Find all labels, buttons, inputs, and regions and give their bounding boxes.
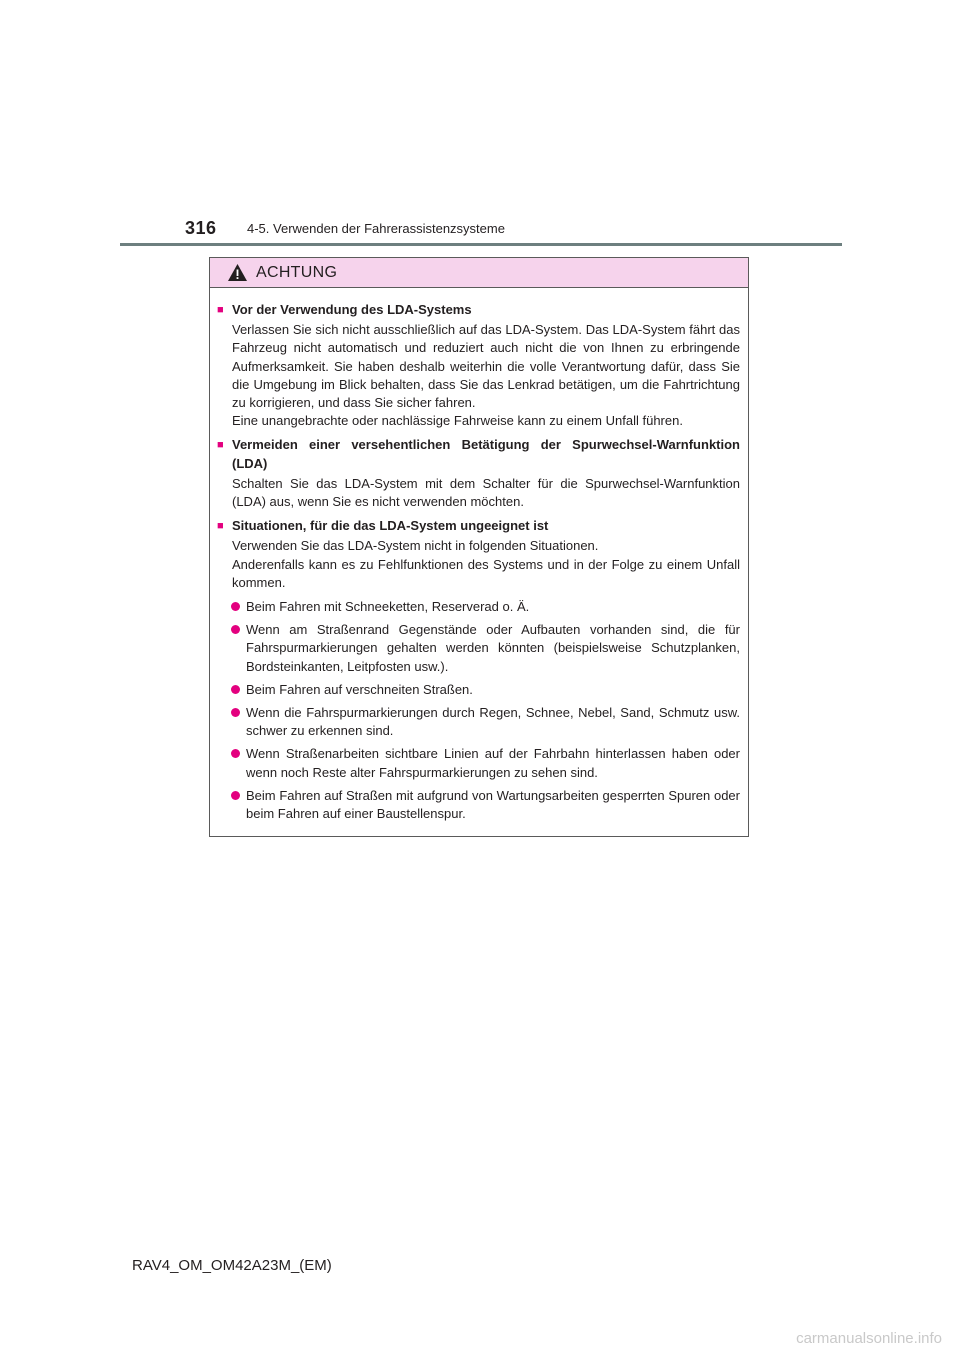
bullet-text: Wenn die Fahrspurmarkierungen durch Regen, Schnee, Nebel, Sand, Schmutz usw. schwer zu erkennen sind. — [246, 705, 740, 739]
caution-title: ACHTUNG — [256, 263, 338, 281]
round-bullet-icon — [231, 749, 240, 758]
watermark[interactable]: carmanualsonline.info — [796, 1330, 942, 1347]
bullet-text: Wenn am Straßenrand Gegenstände oder Aufbauten vorhanden sind, die für Fahrspurmarkierungen gehalten werden könnten (beispielsweise Schutzplanken, Bordsteinkanten, Leitpfosten usw.). — [246, 622, 740, 674]
round-bullet-icon — [231, 791, 240, 800]
paragraph: Anderenfalls kann es zu Fehlfunktionen des Systems und in der Folge zu einem Unfall kommen. — [232, 556, 740, 590]
round-bullet-icon — [231, 685, 240, 694]
square-bullet-icon: ■ — [217, 304, 224, 316]
list-item — [231, 745, 740, 781]
caution-section — [217, 301, 740, 430]
section-heading — [217, 436, 740, 472]
caution-body — [210, 288, 748, 823]
caution-header — [210, 258, 748, 288]
caution-section — [217, 517, 740, 823]
square-bullet-icon: ■ — [217, 520, 224, 533]
bullet-text: Wenn Straßenarbeiten sichtbare Linien auf der Fahrbahn hinterlassen haben oder wenn noch Reste alter Fahrspurmarkierungen zu sehen sind. — [246, 746, 740, 780]
list-item — [231, 681, 740, 699]
paragraph: Eine unangebrachte oder nachlässige Fahrweise kann zu einem Unfall führen. — [232, 413, 683, 429]
paragraph: Verlassen Sie sich nicht ausschließlich auf das LDA-System. Das LDA-System fährt das Fahrzeug nicht automatisch und reduziert auch nicht die von Ihnen zu erbringende Aufmerksamkeit. Sie haben deshalb weiterhin die volle Verantwortung dafür, dass Sie die Umgebung im Blick behalten, dass Sie das Lenkrad betätigen, um die Fahrtrichtung zu korrigieren, und dass Sie sicher fahren. — [232, 322, 740, 411]
bullet-text: Beim Fahren mit Schneeketten, Reserverad o. Ä. — [246, 599, 530, 615]
header-divider — [120, 243, 842, 246]
section-heading-text: Situationen, für die das LDA-System ungeeignet ist — [232, 518, 549, 534]
square-bullet-icon: ■ — [217, 439, 224, 452]
page-number: 316 — [185, 218, 217, 238]
list-item — [231, 598, 740, 616]
section-heading — [217, 301, 740, 319]
manual-code: RAV4_OM_OM42A23M_(EM) — [132, 1257, 332, 1274]
section-heading — [217, 517, 740, 535]
round-bullet-icon — [231, 708, 240, 717]
section-heading-text: Vor der Verwendung des LDA-Systems — [232, 302, 472, 317]
list-item — [231, 787, 740, 823]
bullet-list — [217, 598, 740, 823]
round-bullet-icon — [231, 625, 240, 634]
paragraph: Schalten Sie das LDA-System mit dem Schalter für die Spurwechsel-Warnfunktion (LDA) aus, wenn Sie es nicht verwenden möchten. — [232, 475, 740, 510]
warning-triangle-icon — [227, 263, 248, 282]
section-heading-text: Vermeiden einer versehentlichen Betätigung der Spurwechsel-Warnfunktion (LDA) — [232, 437, 740, 471]
paragraph: Verwenden Sie das LDA-System nicht in folgenden Situationen. — [232, 538, 599, 554]
bullet-text: Beim Fahren auf Straßen mit aufgrund von Wartungsarbeiten gesperrten Spuren oder beim Fahren auf einer Baustellenspur. — [246, 787, 740, 822]
bullet-text: Beim Fahren auf verschneiten Straßen. — [246, 681, 473, 697]
caution-box — [209, 257, 749, 837]
list-item — [231, 704, 740, 740]
section-title: 4-5. Verwenden der Fahrerassistenzsysteme — [247, 221, 505, 236]
round-bullet-icon — [231, 602, 240, 611]
caution-section — [217, 436, 740, 511]
list-item — [231, 621, 740, 676]
